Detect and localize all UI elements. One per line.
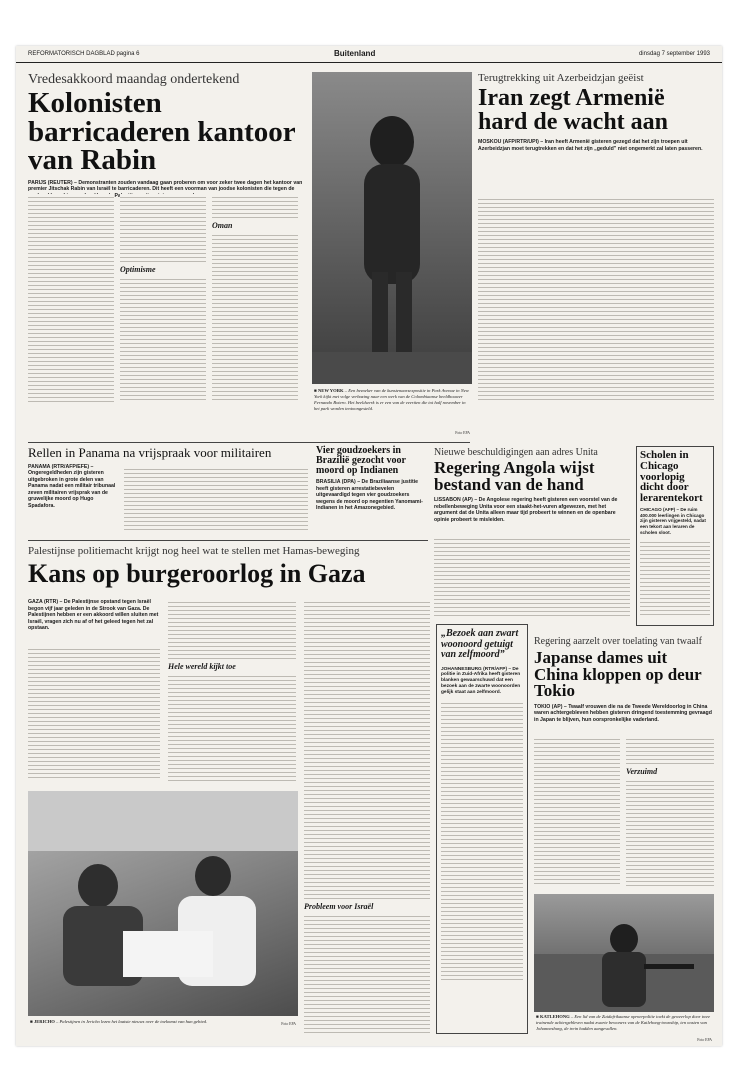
katlehong-image [534,894,714,1012]
katlehong-photo [534,894,714,1012]
gaza-body-col1 [28,646,160,781]
gaza-kicker: Palestijnse politiemacht krijgt nog heel wat te stellen met Hamas-beweging [28,545,360,557]
katlehong-credit: Foto EPA [697,1038,712,1042]
chicago-article [636,446,714,626]
angola-article [434,447,630,523]
gaza-body-col2 [168,599,296,783]
katlehong-caption: ■ KATLEHONG – Een lid van de Zuidafrikaanse oproerpolitie toekt de geweerlop door twee trainende achtergebleven nadat zwarte bewoners van de Katlehong-township, ten oosten van Johannesburg, de trein hadden aangevallen. [536,1014,711,1031]
chicago-lead: CHICAGO (AFP) – De ruim 400.000 leerlingen in Chicago zijn gisteren vrijgesteld, nadat een tekort aan leraren de scholen sloot. [640,506,706,535]
brazil-headline: Vier goudzoekers in Brazilië gezocht voor moord op Indianen [316,445,406,476]
gaza-headline: Kans op burgeroorlog in Gaza [28,559,366,589]
japan-lead: TOKIO (AP) – Twaalf vrouwen die na de Tweede Wereldoorlog in China waren achtergebleven hebben gisteren dringend toestemming gevraagd in Japan te blijven, hun oorspronkelijke vaderland. [534,703,712,723]
katlehong-caption-place: KATLEHONG [539,1014,570,1019]
zuidafrika-headline: „Bezoek aan zwart woonoord getuigt van zelfmoord” [441,628,519,660]
page-header [16,46,722,63]
botero-caption-place: NEW YORK [317,388,344,393]
rabin-body-col1 [28,194,114,404]
japan-headline: Japanse dames uit China kloppen op deur Tokio [534,648,702,701]
japan-body-col2 [626,736,714,888]
jericho-image [28,791,298,1016]
japan-sub: Verzuimd [626,767,658,776]
jericho-credit: Foto EPA [281,1022,296,1026]
jericho-caption: ■ JERICHO – Palestijnen in Jericho lezen het laatste nieuws over de toekomst van hun gebied. [30,1019,208,1024]
zuidafrika-article [436,624,528,1034]
angola-kicker: Nieuwe beschuldigingen aan adres Unita [434,447,598,458]
rabin-lead: PARIJS (REUTER) – Demonstranten zouden vandaag gaan proberen om voor zeker twee dagen het kantoor van premier Jitschak Rabin van Israël te barricaderen. Dit heeft een voorman van joodse kolonisten die tegen de [28,179,303,193]
rabin-article [28,72,308,199]
jericho-photo [28,791,298,1016]
chicago-headline: Scholen in Chicago voorlopig dicht door lerarentekort [640,449,703,505]
rabin-body-col3 [212,194,298,404]
rabin-body-col2 [120,194,206,404]
japan-kicker: Regering aarzelt over toelating van twaalf [534,636,702,647]
iran-body [478,196,714,401]
sculpture-image [312,72,472,384]
rabin-sub-oman: Oman [212,221,233,230]
rabin-sub-optimisme: Optimisme [120,265,156,274]
gaza-lead: GAZA (RTR) – De Palestijnse opstand tegen Israël begon vijf jaar geleden in de Strook van Gaza. De Palestijnen hebben er een akkoord willen sluiten met Israël, vragen zich nu af of het geleed tegen het zal opstaan. [28,599,159,631]
gaza-body-col3 [304,599,430,1033]
jericho-caption-place: JERICHO [33,1019,55,1024]
gaza-article [28,545,428,587]
panama-body [124,466,308,530]
japan-body-col1 [534,736,620,886]
botero-photo [312,72,472,384]
page-header-date: dinsdag 7 september 1993 [638,51,710,57]
rabin-kicker: Vredesakkoord maandag ondertekend [28,72,240,87]
gaza-sub-probleem: Probleem voor Israël [304,902,374,911]
angola-lead: LISSABON (AP) – De Angolese regering heeft gisteren een voorstel van de rebellenbeweging Unita voor een staakt-het-vuren afgewezen, met het argument dat de Unita alleen maar tijd probeert te winnen en de openbare opinie probeert te misleiden. [434,497,618,523]
page-header-section: Buitenland [334,49,376,58]
brazil-lead: BRASILIA (DPA) – De Braziliaanse justitie heeft gisteren arrestatiebevelen uitgevaardigd tegen vier goudzoekers wegens de moord op negentien Yanomami-Indianen in het Amazonegebied. [316,479,423,512]
rabin-headline: Kolonisten barricaderen kantoor van Rabin [28,87,296,177]
newspaper-page [16,46,722,1046]
brazil-article [316,446,428,512]
botero-credit: Foto EPA [455,431,470,435]
panama-headline: Rellen in Panama na vrijspraak voor militairen [28,445,272,460]
iran-kicker: Terugtrekking uit Azerbeidzjan geëist [478,72,644,84]
gaza-sub-wereld: Hele wereld kijkt toe [168,662,236,671]
iran-lead: MOSKOU (AFP/RTR/UPI) – Iran heeft Armenië gisteren gezegd dat het zijn troepen uit Azerbeidzjan moet terugtrekken en dat het zijn „geduld” niet ongemerkt zal laten passeren. [478,139,703,152]
zuidafrika-lead: JOHANNESBURG (RTR/AFP) – De politie in Zuid-Afrika heeft gisteren blanken gewaarschuwd dat een bezoek aan de zwarte woonoorden gelijk staat aan zelfmoord. [441,666,521,696]
page-header-paper: REFORMATORISCH DAGBLAD pagina 6 [28,51,140,57]
japan-article [534,636,714,723]
botero-caption: ■ NEW YORK – Een bezoeker van de kunstenaarsexpositie in Park Avenue in New York kijkt met volge verbazing naar een werk van de Colombiaanse beeldhouwer Fernando Botero. Het beeldwerk is er een van de veertien die tot half november in het park worden tentoongesteld. [314,388,469,411]
angola-body [434,536,630,616]
iran-article [478,72,714,152]
iran-headline: Iran zegt Armenië hard de wacht aan [478,85,669,135]
angola-headline: Regering Angola wijst bestand van de hand [434,458,595,494]
panama-lead: PANAMA (RTR/AFP/EFE) – Ongeregeldheden zijn gisteren uitgebroken in grote delen van Panama nadat een militair tribunaal zeven militairen vrijsprak van de gruwelijke moord op Hugo Spadafora. [28,463,116,509]
